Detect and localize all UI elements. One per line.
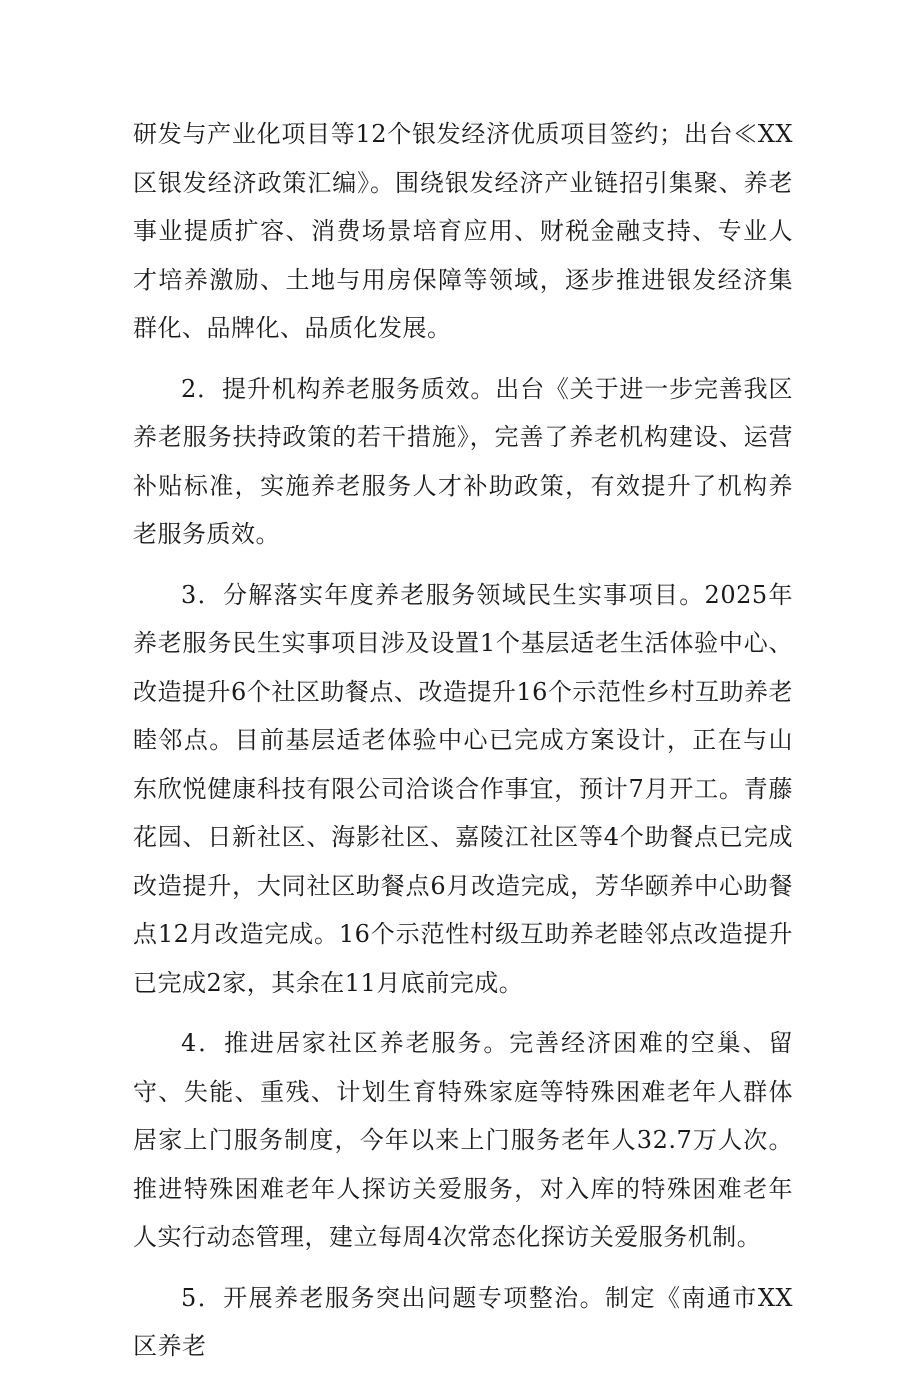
paragraph-item-2-institutional-care: 2．提升机构养老服务质效。出台《关于进一步完善我区养老服务扶持政策的若干措施》，完善了养老机构建设、运营补贴标准，实施养老服务人才补助政策，有效提升了机构养老服务质效。	[133, 374, 793, 548]
paragraph-silver-economy-continued: 研发与产业化项目等12个银发经济优质项目签约；出台≪XX区银发经济政策汇编》。围绕银发经济产业链招引集聚、养老事业提质扩容、消费场景培育应用、财税金融支持、专业人才培养激励、土地与用房保障等领域，逐步推进银发经济集群化、品牌化、品质化发展。	[133, 120, 793, 342]
document-body	[133, 110, 793, 1383]
paragraph-item-5-special-rectification: 5．开展养老服务突出问题专项整治。制定《南通市XX区养老	[133, 1283, 793, 1360]
paragraph-item-4-home-community-care: 4．推进居家社区养老服务。完善经济困难的空巢、留守、失能、重残、计划生育特殊家庭等特殊困难老年人群体居家上门服务制度，今年以来上门服务老年人32.7万人次。推进特殊困难老年人探访关爱服务，对入库的特殊困难老年人实行动态管理，建立每周4次常态化探访关爱服务机制。	[133, 1029, 793, 1251]
paragraph-item-3-livelihood-projects: 3．分解落实年度养老服务领域民生实事项目。2025年养老服务民生实事项目涉及设置1个基层适老生活体验中心、改造提升6个社区助餐点、改造提升16个示范性乡村互助养老睦邻点。目前基层适老体验中心已完成方案设计，正在与山东欣悦健康科技有限公司洽谈合作事宜，预计7月开工。青藤花园、日新社区、海影社区、嘉陵江社区等4个助餐点已完成改造提升，大同社区助餐点6月改造完成，芳华颐养中心助餐点12月改造完成。16个示范性村级互助养老睦邻点改造提升已完成2家，其余在11月底前完成。	[133, 580, 793, 997]
